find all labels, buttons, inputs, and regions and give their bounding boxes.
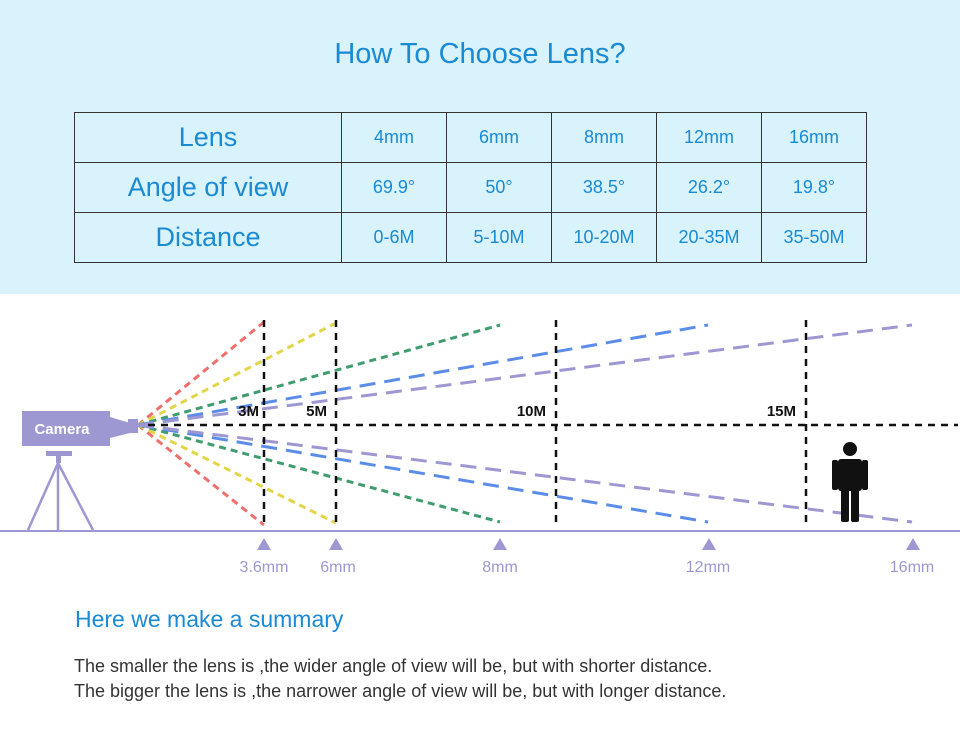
table-cell: 20-35M <box>657 213 762 263</box>
table-cell: 8mm <box>552 113 657 163</box>
summary-line: The smaller the lens is ,the wider angle of view will be, but with shorter distance. <box>74 656 713 676</box>
lens-marker-icon <box>329 538 343 550</box>
lens-marker-label: 12mm <box>685 559 731 576</box>
lens-marker-icon <box>493 538 507 550</box>
summary-title: Here we make a summary <box>75 606 344 632</box>
person-icon <box>832 442 868 522</box>
row-header-lens: Lens <box>75 113 342 163</box>
table-cell: 16mm <box>762 113 867 163</box>
camera-icon <box>22 411 138 530</box>
row-header-distance: Distance <box>75 213 342 263</box>
page-title: How To Choose Lens? <box>334 38 626 70</box>
beam-16mm <box>138 325 912 522</box>
distance-label: 10M <box>516 403 546 420</box>
camera-label: Camera <box>34 421 90 438</box>
distance-label: 15M <box>766 403 796 420</box>
lens-spec-table <box>74 112 867 263</box>
table-row <box>75 163 867 213</box>
distance-label: 5M <box>306 403 327 420</box>
lens-marker-icon <box>257 538 271 550</box>
beam-6mm <box>138 323 336 523</box>
summary-line: The bigger the lens is ,the narrower angle of view will be, but with longer distance. <box>74 681 727 701</box>
table-cell: 26.2° <box>657 163 762 213</box>
lens-coverage-diagram <box>0 294 960 594</box>
lens-marker-icon <box>702 538 716 550</box>
table-cell: 50° <box>447 163 552 213</box>
table-row <box>75 113 867 163</box>
table-cell: 38.5° <box>552 163 657 213</box>
table-cell: 35-50M <box>762 213 867 263</box>
table-cell: 6mm <box>447 113 552 163</box>
table-cell: 10-20M <box>552 213 657 263</box>
beam-8mm <box>138 325 500 522</box>
table-cell: 5-10M <box>447 213 552 263</box>
row-header-angle: Angle of view <box>75 163 342 213</box>
lens-marker-label: 8mm <box>482 559 518 576</box>
table-row <box>75 213 867 263</box>
lens-marker-label: 6mm <box>320 559 356 576</box>
table-cell: 4mm <box>342 113 447 163</box>
lens-marker-label: 3.6mm <box>239 559 289 576</box>
table-cell: 69.9° <box>342 163 447 213</box>
lens-marker-label: 16mm <box>889 559 935 576</box>
table-cell: 12mm <box>657 113 762 163</box>
table-cell: 19.8° <box>762 163 867 213</box>
distance-label: 3M <box>238 403 259 420</box>
beam-3.6mm <box>138 322 264 525</box>
table-cell: 0-6M <box>342 213 447 263</box>
lens-marker-icon <box>906 538 920 550</box>
